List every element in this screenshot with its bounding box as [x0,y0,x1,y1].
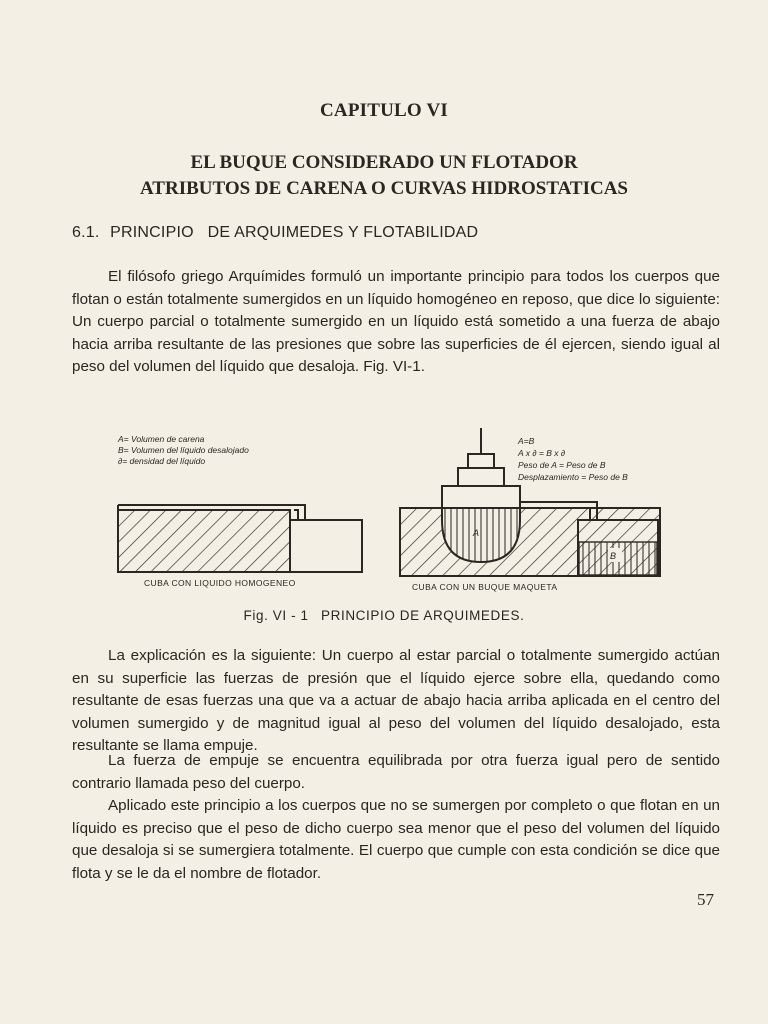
figure-label: Fig. VI - 1 [243,608,309,623]
figure-archimedes [100,420,680,610]
left-tank [118,505,362,572]
label-a: A [473,528,480,538]
paragraph-2: La explicación es la siguiente: Un cuerpo al estar parcial o totalmente sumergido actúan en su superficie las fuerzas de presión que el líquido ejerce sobre ella, quedando como resultante de esas fuerzas una que va a actuar de abajo hacia arriba aplicada en el centro del volumen sumergido y de magnitud igual al peso del volumen del líquido desalojado, esta resultante se llama empuje. [72,647,720,754]
label-b: B [610,551,617,561]
figure-caption [0,608,768,623]
caption-right-tank: CUBA CON UN BUQUE MAQUETA [412,582,558,592]
legend-left-2: B= Volumen del líquido desalojado [118,445,249,455]
legend-right-2: A x ∂ = B x ∂ [518,448,566,458]
paragraph-4: Aplicado este principio a los cuerpos que no se sumergen por completo o que flotan en un líquido es preciso que el peso de dicho cuerpo sea menor que el peso del volumen del líquido que desaloja si se sumergiera totalmente. El cuerpo que cumple con esta condición se dice que flota y se le da el nombre de flotador. [72,797,720,882]
section-title: PRINCIPIO DE ARQUIMEDES Y FLOTABILIDAD [110,224,479,241]
caption-left-tank: CUBA CON LIQUIDO HOMOGENEO [144,578,296,588]
figure-drawing [100,420,680,610]
paragraph-1: El filósofo griego Arquímides formuló un importante principio para todos los cuerpos que flotan o están totalmente sumergidos en un líquido homogéneo en reposo, que dice lo siguiente: Un cuerpo parcial o totalmente sumergido en un líquido está sometido a una fuerza de abajo hacia arriba resultante de las presiones que sobre las superficies de él ejercen, siendo igual al peso del volumen del líquido que desaloja. Fig. VI-1. [72,268,720,375]
legend-right-3: Peso de A = Peso de B [518,460,606,470]
page-number: 57 [697,890,714,909]
section-number: 6.1. [72,224,100,241]
chapter-heading: CAPITULO VI [319,100,448,121]
chapter-title-line-2: ATRIBUTOS DE CARENA O CURVAS HIDROSTATICAS [140,178,628,199]
section-heading [72,224,478,242]
legend-left-1: A= Volumen de carena [118,434,205,444]
chapter-title-line-1: EL BUQUE CONSIDERADO UN FLOTADOR [190,152,578,173]
legend-right-4: Desplazamiento = Peso de B [518,472,628,482]
figure-title: PRINCIPIO DE ARQUIMEDES. [321,608,525,623]
legend-left-3: ∂= densidad del líquido [118,456,206,466]
legend-right-1: A=B [518,436,535,446]
paragraph-3: La fuerza de empuje se encuentra equilibrada por otra fuerza igual pero de sentido contrario llamada peso del cuerpo. [72,752,720,792]
